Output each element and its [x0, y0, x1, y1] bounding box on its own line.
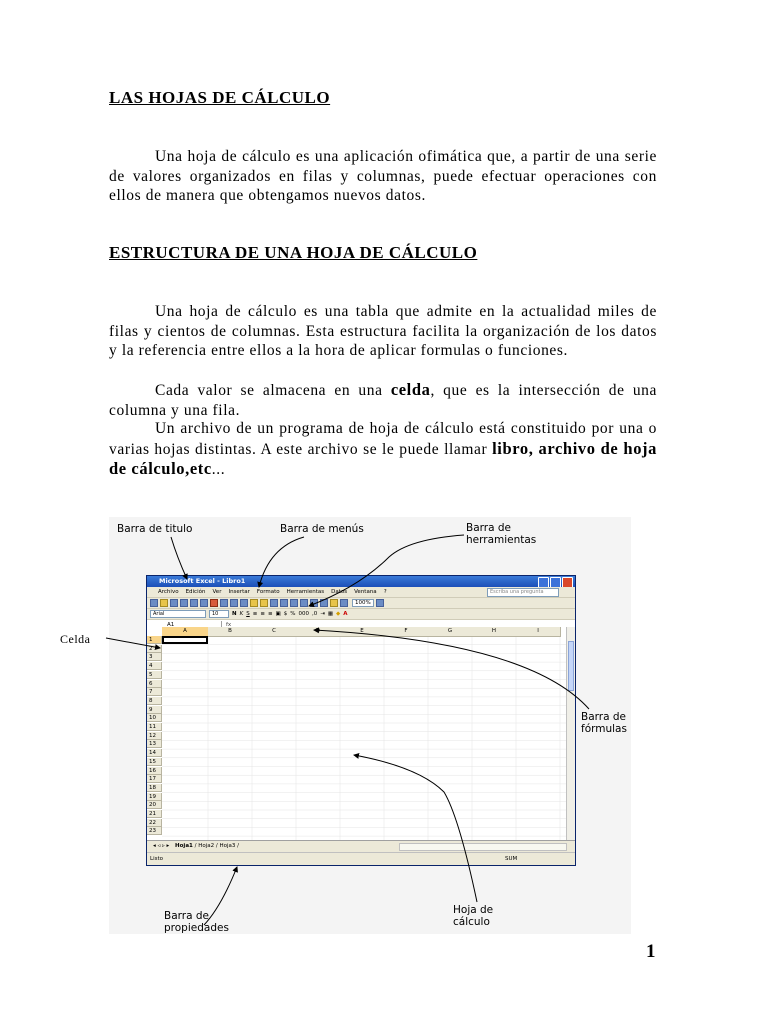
- paste-icon[interactable]: [250, 599, 258, 607]
- excel-diagram-figure: [109, 517, 631, 934]
- align-right-icon[interactable]: ≡: [267, 611, 273, 617]
- format-painter-icon[interactable]: [260, 599, 268, 607]
- tab-nav-icon[interactable]: ◂ ◃ ▹ ▸: [153, 843, 170, 849]
- column-header-g[interactable]: G: [428, 627, 473, 637]
- excel-title-bar: [147, 576, 575, 587]
- cell-paragraph: [109, 380, 657, 420]
- column-header-d[interactable]: D: [296, 627, 341, 637]
- fill-color-icon[interactable]: ◆: [336, 611, 341, 617]
- intro-text: Una hoja de cálculo es una aplicación ofimática que, a partir de una serie de valores organizados en filas y columnas, puede efectuar operaciones con ellos de manera que obtengamos nuevos datos.: [109, 148, 657, 204]
- row-header-19[interactable]: 19: [147, 793, 162, 801]
- row-header-4[interactable]: 4: [147, 662, 162, 670]
- underline-icon[interactable]: S: [246, 611, 250, 617]
- page-number: 1: [646, 941, 656, 962]
- horizontal-scrollbar[interactable]: [399, 843, 567, 851]
- active-cell-a1[interactable]: [162, 636, 208, 644]
- permission-icon[interactable]: [180, 599, 188, 607]
- column-header-a[interactable]: A: [162, 627, 209, 637]
- menu-insertar[interactable]: Insertar: [228, 589, 250, 595]
- excel-menu-bar: [147, 587, 575, 598]
- row-header-8[interactable]: 8: [147, 697, 162, 705]
- decimal-icon[interactable]: ,0: [311, 611, 318, 617]
- ask-question-box[interactable]: Escriba una pregunta: [487, 588, 559, 597]
- indent-icon[interactable]: ⇥: [320, 611, 325, 617]
- row-header-23[interactable]: 23: [147, 827, 162, 835]
- grid-lines: [147, 627, 567, 840]
- row-header-20[interactable]: 20: [147, 801, 162, 809]
- workbook-text-before: Un archivo de un programa de hoja de cálculo está constituido por una o varias hojas distintas. A este archivo se le puede llamar: [109, 420, 657, 458]
- excel-status-bar: [147, 852, 576, 865]
- section-heading-estructura: ESTRUCTURA DE UNA HOJA DE CÁLCULO: [109, 243, 478, 262]
- autosum-icon[interactable]: [300, 599, 308, 607]
- cut-icon[interactable]: [230, 599, 238, 607]
- align-left-icon[interactable]: ≡: [252, 611, 258, 617]
- sort-asc-icon[interactable]: [310, 599, 318, 607]
- help-icon[interactable]: [376, 599, 384, 607]
- section-heading-hojas-calculo: LAS HOJAS DE CÁLCULO: [109, 88, 331, 107]
- new-icon[interactable]: [150, 599, 158, 607]
- row-header-3[interactable]: 3: [147, 653, 162, 661]
- excel-title-text: Microsoft Excel - Libro1: [159, 577, 246, 585]
- menu-bar-annotation: Barra de menús: [280, 523, 364, 535]
- row-header-10[interactable]: 10: [147, 714, 162, 722]
- spelling-icon[interactable]: [210, 599, 218, 607]
- structure-text: Una hoja de cálculo es una tabla que admite en la actualidad miles de filas y cientos de columnas. Esta estructura facilita la organización de los datos y la referencia entre ellos a la hora de aplicar formulas o funciones.: [109, 303, 657, 359]
- column-header-e[interactable]: E: [340, 627, 385, 637]
- menu-help[interactable]: ?: [383, 589, 387, 595]
- status-bar-annotation: Barra de propiedades: [164, 910, 229, 934]
- status-sum: SUM: [505, 856, 518, 862]
- column-header-f[interactable]: F: [384, 627, 429, 637]
- scroll-thumb[interactable]: [568, 641, 574, 691]
- title-bar-arrow: [171, 537, 187, 579]
- research-icon[interactable]: [220, 599, 228, 607]
- drawing-icon[interactable]: [340, 599, 348, 607]
- formula-bar-annotation: Barra de fórmulas: [581, 711, 627, 735]
- menu-datos[interactable]: Datos: [331, 589, 348, 595]
- row-header-13[interactable]: 13: [147, 740, 162, 748]
- tab-hoja3[interactable]: Hoja3: [219, 843, 236, 849]
- column-header-b[interactable]: B: [208, 627, 253, 637]
- merge-icon[interactable]: ▣: [275, 611, 281, 617]
- align-center-icon[interactable]: ≡: [260, 611, 265, 617]
- excel-window: [146, 575, 576, 866]
- currency-icon[interactable]: $: [283, 611, 288, 617]
- sheet-tabs-bar: ◂ ◃ ▹ ▸ Hoja1 / Hoja2 / Hoja3 /: [147, 840, 576, 852]
- row-header-16[interactable]: 16: [147, 767, 162, 775]
- intro-paragraph: [109, 147, 657, 206]
- row-header-5[interactable]: 5: [147, 671, 162, 679]
- bold-icon[interactable]: N: [232, 611, 237, 617]
- font-color-icon[interactable]: A: [343, 611, 348, 617]
- cell-text-before: Cada valor se almacena en una: [155, 382, 391, 399]
- sheet-annotation: Hoja de cálculo: [453, 904, 494, 928]
- undo-icon[interactable]: [270, 599, 278, 607]
- sheet-grid[interactable]: [147, 627, 567, 840]
- redo-icon[interactable]: [280, 599, 288, 607]
- menu-ver[interactable]: Ver: [212, 589, 222, 595]
- menu-archivo[interactable]: Archivo: [158, 589, 179, 595]
- save-icon[interactable]: [170, 599, 178, 607]
- row-header-1[interactable]: 1: [147, 636, 162, 644]
- fx-icon[interactable]: fx: [226, 621, 232, 628]
- row-header-18[interactable]: 18: [147, 784, 162, 792]
- workbook-text-after: ...: [211, 461, 226, 478]
- row-header-7[interactable]: 7: [147, 688, 162, 696]
- celda-annotation: Celda: [60, 632, 91, 646]
- row-header-14[interactable]: 14: [147, 749, 162, 757]
- thousands-icon[interactable]: 000: [298, 611, 309, 617]
- column-header-h[interactable]: H: [472, 627, 517, 637]
- row-header-2[interactable]: 2: [147, 645, 162, 653]
- preview-icon[interactable]: [200, 599, 208, 607]
- cell-text-after: , que es la intersección de una columna y una fila.: [109, 382, 657, 419]
- structure-paragraph: [109, 302, 657, 361]
- toolbars-annotation: Barra de herramientas: [466, 522, 537, 546]
- row-header-12[interactable]: 12: [147, 732, 162, 740]
- menu-ventana[interactable]: Ventana: [354, 589, 377, 595]
- percent-icon[interactable]: %: [290, 611, 296, 617]
- copy-icon[interactable]: [240, 599, 248, 607]
- row-header-22[interactable]: 22: [147, 819, 162, 827]
- tab-hoja1[interactable]: Hoja1: [175, 843, 193, 849]
- cell-term: celda: [390, 380, 431, 399]
- zoom-select[interactable]: 100%: [352, 599, 374, 607]
- sort-desc-icon[interactable]: [320, 599, 328, 607]
- tab-hoja2[interactable]: Hoja2: [198, 843, 215, 849]
- font-size-select[interactable]: 10: [209, 610, 229, 618]
- hyperlink-icon[interactable]: [290, 599, 298, 607]
- standard-toolbar: [147, 598, 575, 609]
- chart-icon[interactable]: [330, 599, 338, 607]
- column-header-i[interactable]: I: [516, 627, 561, 637]
- row-header-21[interactable]: 21: [147, 810, 162, 818]
- italic-icon[interactable]: K: [239, 611, 244, 617]
- name-box[interactable]: A1: [147, 621, 222, 629]
- workbook-term: libro, archivo de hoja de cálculo,etc: [109, 438, 657, 478]
- title-bar-annotation: Barra de titulo: [117, 523, 193, 535]
- print-icon[interactable]: [190, 599, 198, 607]
- column-header-c[interactable]: C: [252, 627, 297, 637]
- formatting-toolbar: [147, 609, 575, 620]
- open-icon[interactable]: [160, 599, 168, 607]
- borders-icon[interactable]: ▦: [327, 611, 334, 617]
- menu-herramientas[interactable]: Herramientas: [286, 589, 325, 595]
- row-header-6[interactable]: 6: [147, 680, 162, 688]
- menu-formato[interactable]: Formato: [256, 589, 280, 595]
- status-ready: Listo: [150, 856, 163, 862]
- font-select[interactable]: Arial: [150, 610, 206, 618]
- workbook-paragraph: [109, 419, 657, 480]
- vertical-scrollbar[interactable]: [566, 627, 575, 840]
- menu-edicion[interactable]: Edición: [185, 589, 206, 595]
- row-header-15[interactable]: 15: [147, 758, 162, 766]
- row-header-11[interactable]: 11: [147, 723, 162, 731]
- row-header-9[interactable]: 9: [147, 706, 162, 714]
- row-header-17[interactable]: 17: [147, 775, 162, 783]
